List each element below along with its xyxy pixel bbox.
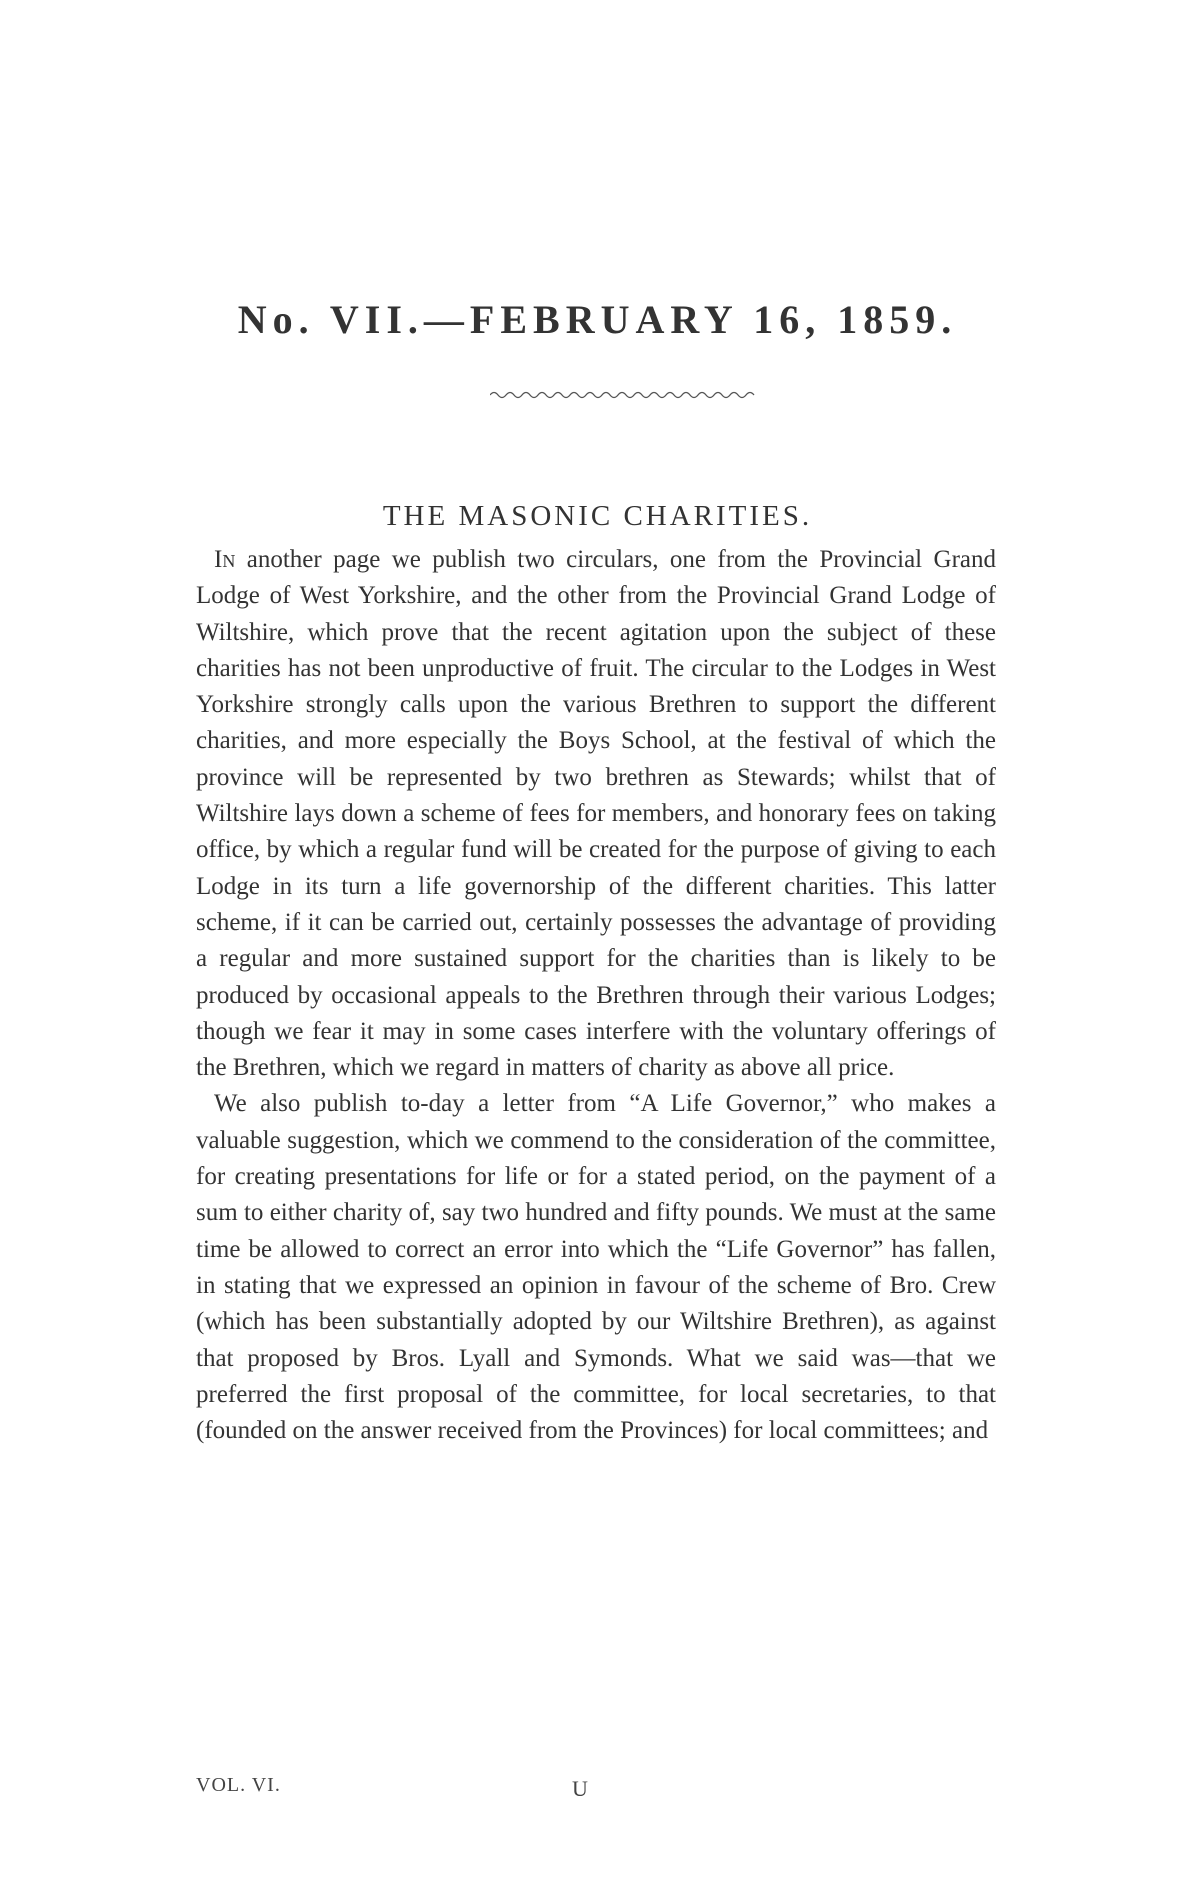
paragraph-text: another page we publish two circulars, one from the Provincial Grand Lodge of West Yorkshire, and the other from the Provincial Grand Lodge of Wiltshire, which prove that the recent agitation upon the subject of these charities has not been unproductive of fruit. The circular to the Lodges in West Yorkshire strongly calls upon the various Brethren to support the different charities, and more especially the Boys School, at the festival of which the province will be represented by two brethren as Stewards; whilst that of Wiltshire lays down a scheme of fees for members, and honorary fees on taking office, by which a regular fund will be created for the purpose of giving to each Lodge in its turn a life governorship of the different charities. This latter scheme, if it can be carried out, certainly possesses the advantage of providing a regular and more sustained support for the charities than is likely to be produced by occasional appeals to the Brethren through their various Lodges; though we fear it may in some cases interfere with the voluntary offerings of the Brethren, which we regard in matters of charity as above all price.	[196, 546, 996, 1082]
paragraph-lead-word: In	[214, 546, 236, 573]
article-title: THE MASONIC CHARITIES.	[382, 500, 813, 532]
page-footer	[196, 1774, 996, 1804]
paragraph-2	[196, 1086, 996, 1449]
issue-header: No. VII.—FEBRUARY 16, 1859.	[237, 297, 958, 342]
signature-mark: U	[572, 1776, 588, 1801]
paragraph-text: We also publish to-day a letter from “A Life Governor,” who makes a valuable suggestion, which we commend to the consideration of the committee, for creating presentations for life or for a stated period, on the payment of a sum to either charity of, say two hundred and fifty pounds. We must at the same time be allowed to correct an error into which the “Life Governor” has fallen, in stating that we expressed an opinion in favour of the scheme of Bro. Crew (which has been substantially adopted by our Wiltshire Brethren), as against that proposed by Bros. Lyall and Symonds. What we said was—that we preferred the first proposal of the committee, for local secretaries, to that (founded on the answer received from the Provinces) for local committees; and	[196, 1090, 996, 1445]
volume-label: VOL. VI.	[196, 1774, 281, 1796]
article-body	[196, 542, 996, 1449]
paragraph-1	[196, 542, 996, 1086]
wavy-rule-ornament	[490, 388, 760, 402]
